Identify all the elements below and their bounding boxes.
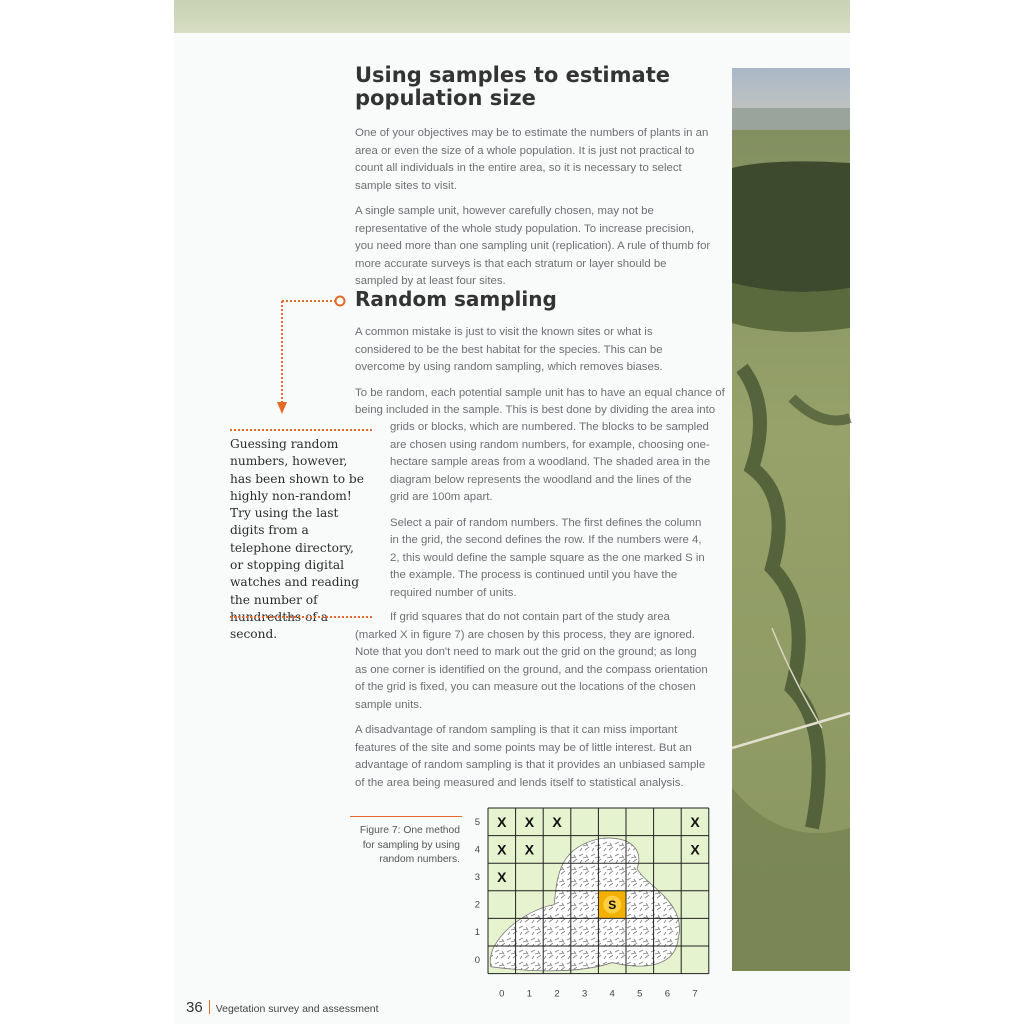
page-footer [186,999,379,1016]
page-title: Using samples to estimate population size [355,63,670,110]
excluded-square-mark: X [497,841,507,858]
intro-text [355,125,711,291]
page-number: 36 [186,999,203,1016]
random-text-indented [390,419,713,602]
figure-caption: Figure 7: One method for sampling by using random numbers. [359,825,460,865]
random-text-bottom [355,609,711,792]
note-rule-bottom [230,616,372,618]
x-tick-label: 1 [526,988,533,1000]
x-tick-label: 4 [609,988,615,1000]
excluded-square-mark: X [690,813,700,830]
x-tick-label: 2 [554,988,560,1000]
y-tick-label: 5 [474,816,480,828]
pointer-arrow [274,290,354,420]
y-tick-label: 0 [474,954,480,966]
paragraph-line: To be random, each potential sample unit has to have an equal chance of [355,386,725,399]
sample-label: S [608,898,617,913]
y-tick-label: 1 [474,927,480,939]
excluded-square-mark: X [552,813,562,830]
top-photo-strip [174,0,850,33]
paragraph: One of your objectives may be to estimate the numbers of plants in an area or even the size of a whole population. It is just not practical to count all individuals in the entire area, so it is necessary to select sample sites to visit. [355,127,709,192]
footer-divider [209,1000,210,1014]
sampling-grid-figure [470,805,700,1000]
paragraph: A disadvantage of random sampling is that it can miss important features of the site and some points may be of little interest. But an advantage of random sampling is that it provides an unbiased sample of the area being measured and lends itself to statistical analysis. [355,724,706,789]
side-note: Guessing random numbers, however, has been shown to be highly non-random! Try using the last digits from a telephone directory, or stopping digital watches and reading the number of hundredths of a second. [230,437,364,642]
y-tick-label: 3 [474,872,480,883]
x-tick-label: 3 [581,988,588,1000]
excluded-square-mark: X [690,841,700,858]
paragraph-line: being included in the sample. This is best done by dividing the area into [355,404,716,416]
paragraph: A single sample unit, however carefully chosen, may not be representative of the whole study population. To increase precision, you need more than one sampling unit (replication). A rule of thumb for more accurate surveys is that each stratum or layer should be sampled by at least four sites. [355,205,711,287]
paragraph: A common mistake is just to visit the known sites or what is considered to be the best habitat for the species. This can be overcome by using random sampling, which removes biases. [355,326,663,373]
paragraph: Select a pair of random numbers. The first defines the column in the grid, the second defines the row. If the numbers were 4, 2, this would define the sample square as the one marked S in the example. The process is continued until you have the required number of units. [390,516,705,599]
random-text-top [355,324,725,420]
x-tick-label: 6 [664,988,671,1000]
excluded-square-mark: X [497,813,507,830]
excluded-square-mark: X [524,841,535,858]
paragraph: If grid squares that do not contain part of the study area (marked X in figure 7) are chosen by this process, they are ignored. Note that you don't need to mark out the grid on the ground; as long as one corner is identified on the ground, and the compass orientation of the grid is fixed, you can measure out the locations of the chosen sample units. [355,611,708,711]
x-tick-label: 0 [499,988,505,1000]
y-tick-label: 2 [474,899,480,911]
book-title: Vegetation survey and assessment [215,1003,379,1015]
section-heading: Random sampling [355,287,557,311]
y-tick-label: 4 [474,844,480,856]
note-rule-top [230,429,372,431]
x-tick-label: 5 [637,988,643,1000]
paragraph: grids or blocks, which are numbered. The blocks to be sampled are chosen using random numbers, for example, choosing one-hectare sample areas from a woodland. The shaded area in the diagram below represents the woodland and the lines of the grid are 100m apart. [390,421,711,503]
excluded-square-mark: X [497,869,507,885]
aerial-landscape-photo [732,68,850,971]
caption-rule [350,816,462,817]
x-tick-label: 7 [692,988,698,1000]
excluded-square-mark: X [524,813,535,830]
